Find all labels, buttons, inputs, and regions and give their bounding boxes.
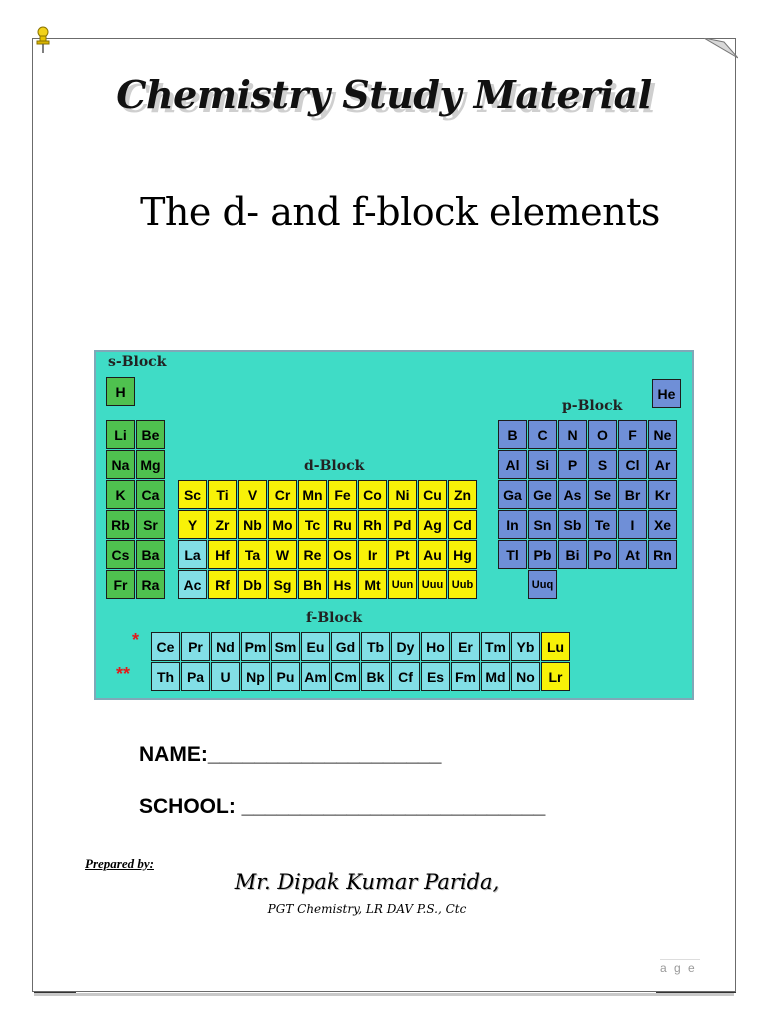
element-ta: Ta [238,540,267,569]
element-be: Be [136,420,165,449]
element-al: Al [498,450,527,479]
element-pd: Pd [388,510,417,539]
element-md: Md [481,662,510,691]
element-tm: Tm [481,632,510,661]
pushpin-icon [34,26,52,54]
element-ba: Ba [136,540,165,569]
element-bh: Bh [298,570,327,599]
main-title: Chemistry Study Material [116,72,652,117]
element-at: At [618,540,647,569]
element-sn: Sn [528,510,557,539]
subtitle: The d- and f-block elements [140,190,660,234]
element-np: Np [241,662,270,691]
footer-rule-right [656,992,736,993]
element-tb: Tb [361,632,390,661]
actinide-row-marker: ** [116,664,131,684]
element-au: Au [418,540,447,569]
element-na: Na [106,450,135,479]
element-si: Si [528,450,557,479]
element-br: Br [618,480,647,509]
element-f: F [618,420,647,449]
element-lr: Lr [541,662,570,691]
element-w: W [268,540,297,569]
element-no: No [511,662,540,691]
element-rn: Rn [648,540,677,569]
element-hg: Hg [448,540,477,569]
element-u: U [211,662,240,691]
p-block-label: p-Block [562,398,623,414]
prepared-by-label: Prepared by: [85,856,154,871]
element-bi: Bi [558,540,587,569]
element-gd: Gd [331,632,360,661]
element-ru: Ru [328,510,357,539]
element-as: As [558,480,587,509]
element-mg: Mg [136,450,165,479]
element-db: Db [238,570,267,599]
element-mt: Mt [358,570,387,599]
element-in: In [498,510,527,539]
element-po: Po [588,540,617,569]
element-th: Th [151,662,180,691]
element-nd: Nd [211,632,240,661]
element-uub: Uub [448,570,477,599]
element-ti: Ti [208,480,237,509]
element-y: Y [178,510,207,539]
element-uuq: Uuq [528,570,557,599]
element-hs: Hs [328,570,357,599]
element-fe: Fe [328,480,357,509]
element-k: K [106,480,135,509]
element-ra: Ra [136,570,165,599]
element-sb: Sb [558,510,587,539]
element-sc: Sc [178,480,207,509]
element-mn: Mn [298,480,327,509]
f-block-label: f-Block [306,610,363,626]
element-dy: Dy [391,632,420,661]
element-ge: Ge [528,480,557,509]
page-shadow [34,993,734,996]
element-ag: Ag [418,510,447,539]
element-ca: Ca [136,480,165,509]
s-block-label: s-Block [108,354,167,370]
element-uuu: Uuu [418,570,447,599]
element-sr: Sr [136,510,165,539]
element-fm: Fm [451,662,480,691]
footer-page-label: a g e [660,959,700,975]
element-rf: Rf [208,570,237,599]
element-n: N [558,420,587,449]
element-ce: Ce [151,632,180,661]
element-ar: Ar [648,450,677,479]
element-lu: Lu [541,632,570,661]
element-pt: Pt [388,540,417,569]
element-tc: Tc [298,510,327,539]
element-h: H [106,377,135,406]
element-la: La [178,540,207,569]
element-c: C [528,420,557,449]
element-kr: Kr [648,480,677,509]
periodic-table-figure [94,350,694,700]
author-designation: PGT Chemistry, LR DAV P.S., Ctc [267,902,467,916]
page-curl-icon [704,38,738,62]
d-block-label: d-Block [304,458,365,474]
element-re: Re [298,540,327,569]
element-cd: Cd [448,510,477,539]
element-sg: Sg [268,570,297,599]
element-ir: Ir [358,540,387,569]
element-ho: Ho [421,632,450,661]
element-rb: Rb [106,510,135,539]
element-hf: Hf [208,540,237,569]
element-bk: Bk [361,662,390,691]
element-pa: Pa [181,662,210,691]
school-field: SCHOOL: __________________________ [139,795,546,818]
element-te: Te [588,510,617,539]
element-cs: Cs [106,540,135,569]
element-pr: Pr [181,632,210,661]
element-xe: Xe [648,510,677,539]
element-mo: Mo [268,510,297,539]
element-nb: Nb [238,510,267,539]
element-os: Os [328,540,357,569]
element-i: I [618,510,647,539]
element-se: Se [588,480,617,509]
element-b: B [498,420,527,449]
element-ni: Ni [388,480,417,509]
element-v: V [238,480,267,509]
element-pu: Pu [271,662,300,691]
element-ga: Ga [498,480,527,509]
element-s: S [588,450,617,479]
element-cf: Cf [391,662,420,691]
element-li: Li [106,420,135,449]
author-name: Mr. Dipak Kumar Parida, [234,870,500,894]
element-sm: Sm [271,632,300,661]
element-zn: Zn [448,480,477,509]
element-uun: Uun [388,570,417,599]
element-pb: Pb [528,540,557,569]
name-field: NAME:____________________ [139,743,442,766]
element-cu: Cu [418,480,447,509]
element-tl: Tl [498,540,527,569]
element-am: Am [301,662,330,691]
element-p: P [558,450,587,479]
element-ne: Ne [648,420,677,449]
element-rh: Rh [358,510,387,539]
element-zr: Zr [208,510,237,539]
element-cl: Cl [618,450,647,479]
element-eu: Eu [301,632,330,661]
element-cm: Cm [331,662,360,691]
element-o: O [588,420,617,449]
element-yb: Yb [511,632,540,661]
element-es: Es [421,662,450,691]
element-cr: Cr [268,480,297,509]
element-er: Er [451,632,480,661]
element-ac: Ac [178,570,207,599]
element-pm: Pm [241,632,270,661]
element-fr: Fr [106,570,135,599]
footer-rule-left [34,992,76,993]
element-co: Co [358,480,387,509]
lanthanide-row-marker: * [132,630,140,650]
element-he: He [652,379,681,408]
